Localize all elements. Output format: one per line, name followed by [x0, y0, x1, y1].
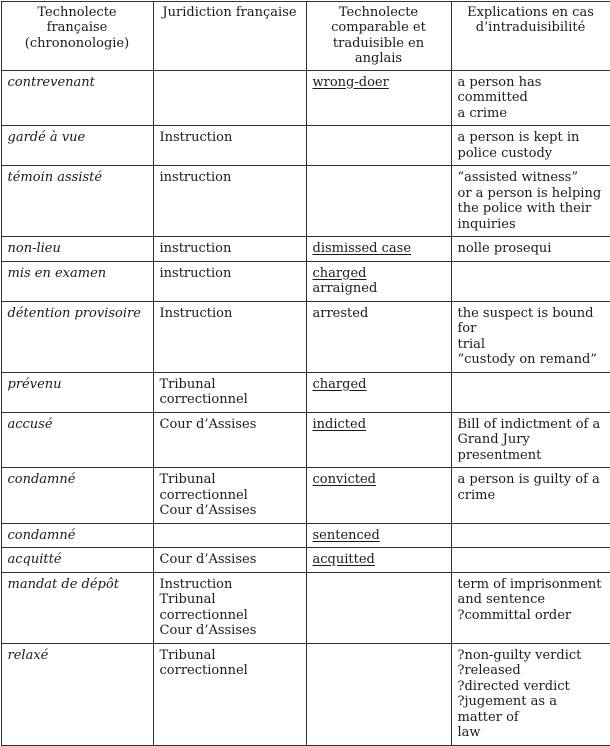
cell-jurisdiction: [153, 261, 306, 301]
table-row: [1, 372, 610, 412]
cell-jurisdiction: [153, 523, 306, 548]
cell-english-term: [306, 412, 451, 468]
cell-line: Tribunal correctionnel: [160, 592, 301, 623]
cell-line: wrong-doer: [313, 75, 446, 91]
cell-explanation: [451, 523, 610, 548]
cell-line: charged: [313, 266, 446, 282]
cell-jurisdiction: [153, 412, 306, 468]
cell-line: ?directed verdict: [458, 679, 605, 695]
cell-line: term of imprisonment: [458, 577, 605, 593]
cell-line: a person has committed: [458, 75, 605, 106]
cell-line: police custody: [458, 146, 605, 162]
cell-jurisdiction: [153, 643, 306, 745]
table-row: [1, 643, 610, 745]
cell-french-term: accusé: [1, 412, 153, 468]
cell-french-term: relaxé: [1, 643, 153, 745]
cell-french-term: gardé à vue: [1, 126, 153, 166]
cell-line: instruction: [160, 241, 301, 257]
table-row: [1, 166, 610, 237]
cell-line: ?released: [458, 663, 605, 679]
cell-line: Cour d’Assises: [160, 503, 301, 519]
cell-line: Cour d’Assises: [160, 623, 301, 639]
cell-line: d’intraduisibilité: [456, 20, 606, 36]
cell-line: and sentence: [458, 592, 605, 608]
cell-line: a person is guilty of a: [458, 472, 605, 488]
cell-french-term: non-lieu: [1, 237, 153, 262]
cell-line: “assisted witness”: [458, 170, 605, 186]
cell-explanation: [451, 166, 610, 237]
cell-line: the police with their: [458, 201, 605, 217]
cell-line: ?committal order: [458, 608, 605, 624]
cell-english-term: [306, 70, 451, 126]
cell-jurisdiction: [153, 572, 306, 643]
cell-french-term: condamné: [1, 523, 153, 548]
cell-line: arrested: [313, 306, 446, 322]
cell-explanation: [451, 237, 610, 262]
cell-french-term: prévenu: [1, 372, 153, 412]
cell-jurisdiction: [153, 237, 306, 262]
table-row: [1, 261, 610, 301]
cell-explanation: [451, 643, 610, 745]
cell-line: the suspect is bound for: [458, 306, 605, 337]
cell-explanation: [451, 468, 610, 524]
cell-line: Tribunal correctionnel: [160, 472, 301, 503]
cell-line: or a person is helping: [458, 186, 605, 202]
cell-jurisdiction: [153, 548, 306, 573]
cell-line: a person is kept in: [458, 130, 605, 146]
cell-line: Grand Jury: [458, 432, 605, 448]
cell-line: instruction: [160, 266, 301, 282]
cell-explanation: [451, 70, 610, 126]
cell-line: Tribunal correctionnel: [160, 648, 301, 679]
cell-explanation: [451, 412, 610, 468]
cell-french-term: contrevenant: [1, 70, 153, 126]
cell-line: presentment: [458, 448, 605, 464]
cell-explanation: [451, 261, 610, 301]
cell-line: acquitted: [313, 552, 446, 568]
cell-line: instruction: [160, 170, 301, 186]
cell-french-term: témoin assisté: [1, 166, 153, 237]
table-row: [1, 523, 610, 548]
cell-line: Instruction: [160, 130, 301, 146]
cell-jurisdiction: [153, 468, 306, 524]
cell-explanation: [451, 572, 610, 643]
table-body: [1, 70, 610, 745]
cell-line: Bill of indictment of a: [458, 417, 605, 433]
cell-jurisdiction: [153, 372, 306, 412]
cell-line: charged: [313, 377, 446, 393]
cell-english-term: [306, 126, 451, 166]
cell-explanation: [451, 372, 610, 412]
cell-line: Instruction: [160, 577, 301, 593]
cell-line: Cour d’Assises: [160, 417, 301, 433]
table-row: [1, 572, 610, 643]
cell-line: Juridiction française: [158, 5, 302, 21]
cell-line: Technolecte française: [6, 5, 149, 36]
cell-explanation: [451, 126, 610, 166]
cell-line: traduisible en anglais: [311, 36, 447, 67]
cell-english-term: [306, 301, 451, 372]
cell-english-term: [306, 548, 451, 573]
cell-line: ?jugement as a matter of: [458, 694, 605, 725]
cell-english-term: [306, 372, 451, 412]
cell-english-term: [306, 523, 451, 548]
cell-line: nolle prosequi: [458, 241, 605, 257]
table-row: [1, 468, 610, 524]
cell-french-term: acquitté: [1, 548, 153, 573]
terminology-table: [1, 1, 610, 746]
header-french-term: [1, 1, 153, 70]
cell-line: a crime: [458, 106, 605, 122]
cell-line: arraigned: [313, 281, 446, 297]
cell-line: trial: [458, 337, 605, 353]
header-row: [1, 1, 610, 70]
cell-jurisdiction: [153, 166, 306, 237]
cell-english-term: [306, 468, 451, 524]
cell-french-term: mandat de dépôt: [1, 572, 153, 643]
table-row: [1, 301, 610, 372]
cell-english-term: [306, 572, 451, 643]
cell-line: Tribunal correctionnel: [160, 377, 301, 408]
cell-line: law: [458, 725, 605, 741]
cell-french-term: condamné: [1, 468, 153, 524]
cell-line: sentenced: [313, 528, 446, 544]
cell-line: comparable et: [311, 20, 447, 36]
table-row: [1, 548, 610, 573]
cell-line: inquiries: [458, 217, 605, 233]
cell-line: (chrononologie): [6, 36, 149, 52]
cell-line: convicted: [313, 472, 446, 488]
cell-french-term: mis en examen: [1, 261, 153, 301]
cell-line: Instruction: [160, 306, 301, 322]
cell-line: indicted: [313, 417, 446, 433]
cell-explanation: [451, 301, 610, 372]
table-row: [1, 237, 610, 262]
cell-line: ?non-guilty verdict: [458, 648, 605, 664]
cell-line: dismissed case: [313, 241, 446, 257]
cell-line: crime: [458, 488, 605, 504]
cell-english-term: [306, 237, 451, 262]
cell-english-term: [306, 643, 451, 745]
cell-line: Explications en cas: [456, 5, 606, 21]
header-explanation: [451, 1, 610, 70]
cell-line: Cour d’Assises: [160, 552, 301, 568]
table-row: [1, 412, 610, 468]
header-french-jurisdiction: [153, 1, 306, 70]
header-english-equivalent: [306, 1, 451, 70]
cell-jurisdiction: [153, 70, 306, 126]
table-row: [1, 70, 610, 126]
cell-line: Technolecte: [311, 5, 447, 21]
table-row: [1, 126, 610, 166]
cell-jurisdiction: [153, 301, 306, 372]
cell-jurisdiction: [153, 126, 306, 166]
cell-french-term: détention provisoire: [1, 301, 153, 372]
cell-explanation: [451, 548, 610, 573]
cell-english-term: [306, 261, 451, 301]
cell-line: “custody on remand”: [458, 352, 605, 368]
cell-english-term: [306, 166, 451, 237]
